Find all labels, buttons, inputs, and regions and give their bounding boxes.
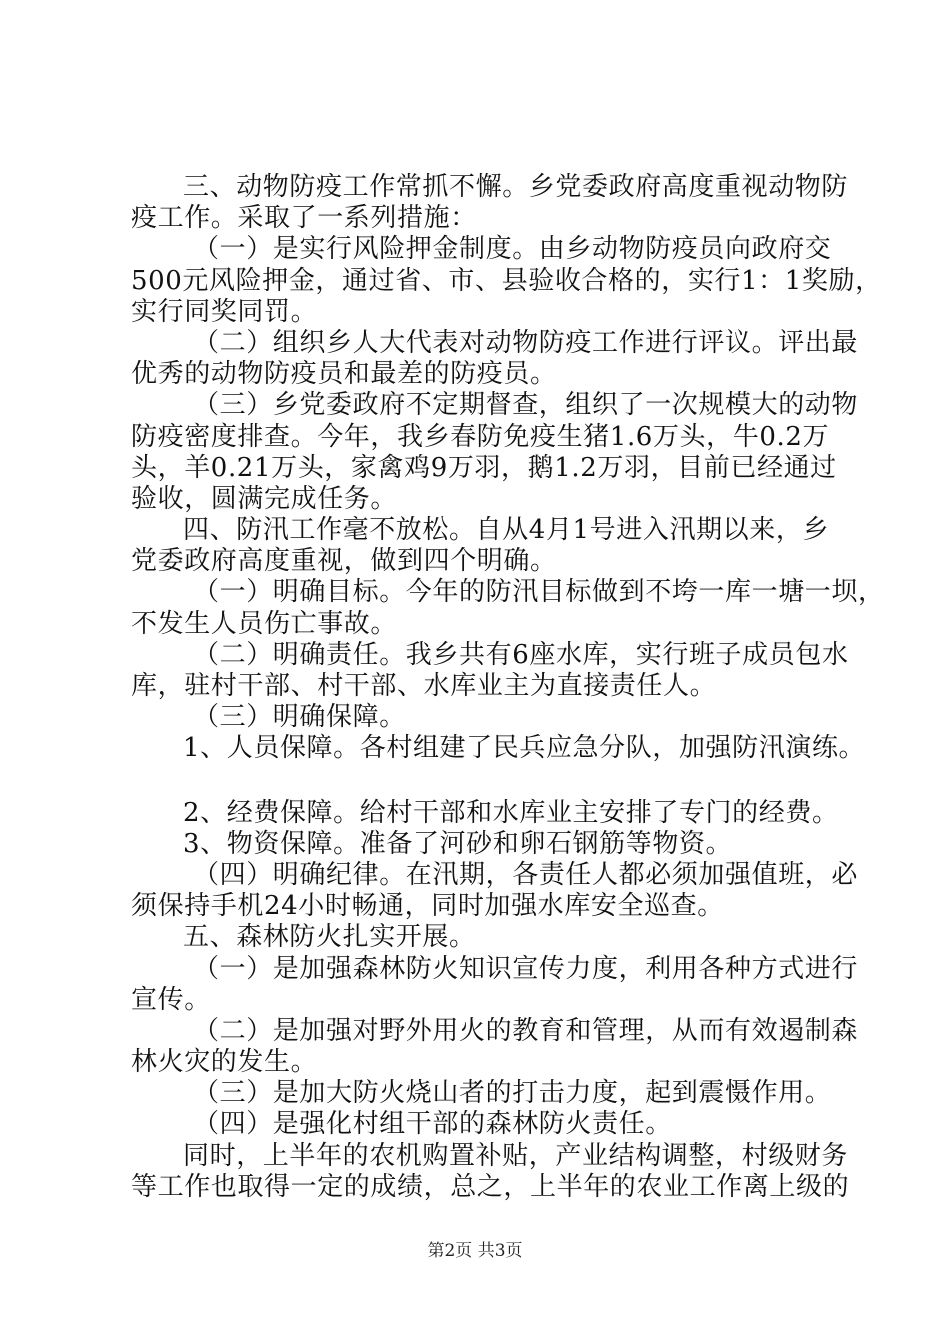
- paragraph-line: （三）是加大防火烧山者的打击力度，起到震慑作用。: [193, 1078, 832, 1109]
- paragraph-line: （二）组织乡人大代表对动物防疫工作进行评议。评出最: [193, 327, 859, 358]
- paragraph-line: 头，羊0.21万头，家禽鸡9万羽，鹅1.2万羽，目前已经通过: [131, 452, 837, 483]
- paragraph-line: 等工作也取得一定的成绩，总之，上半年的农业工作离上级的: [131, 1171, 850, 1202]
- paragraph-line: （一）是加强森林防火知识宣传力度，利用各种方式进行: [193, 953, 859, 984]
- paragraph-line: （四）明确纪律。在汛期，各责任人都必须加强值班，必: [193, 859, 859, 890]
- paragraph-line: 同时，上半年的农机购置补贴，产业结构调整，村级财务: [183, 1140, 849, 1171]
- paragraph-line: （一）明确目标。今年的防汛目标做到不垮一库一塘一坝，: [193, 577, 885, 608]
- paragraph-line: 2、经费保障。给村干部和水库业主安排了专门的经费。: [183, 797, 839, 828]
- paragraph-line: 3、物资保障。准备了河砂和卵石钢筋等物资。: [183, 828, 733, 859]
- paragraph-line: （三）乡党委政府不定期督查，组织了一次规模大的动物: [193, 390, 859, 421]
- blank-gap: [131, 765, 831, 798]
- paragraph-line: 须保持手机24小时畅通，同时加强水库安全巡查。: [131, 891, 724, 922]
- paragraph-line: 500元风险押金，通过省、市、县验收合格的，实行1：1奖励，: [131, 265, 882, 296]
- paragraph-line: 三、动物防疫工作常抓不懈。乡党委政府高度重视动物防: [183, 172, 849, 202]
- paragraph-line: 四、防汛工作毫不放松。自从4月1号进入汛期以来，乡: [183, 515, 830, 546]
- paragraph-line: （二）明确责任。我乡共有6座水库，实行班子成员包水: [193, 639, 849, 670]
- paragraph-line: 优秀的动物防疫员和最差的防疫员。: [131, 359, 557, 390]
- paragraph-line: 不发生人员伤亡事故。: [131, 608, 398, 639]
- page-footer: [0, 1241, 950, 1261]
- paragraph-line: 防疫密度排查。今年，我乡春防免疫生猪1.6万头，牛0.2万: [131, 421, 830, 452]
- paragraph-line: 林火灾的发生。: [131, 1047, 318, 1078]
- paragraph-line: 验收，圆满完成任务。: [131, 483, 398, 514]
- paragraph-line: （四）是强化村组干部的森林防火责任。: [193, 1109, 672, 1140]
- paragraph-line: 党委政府高度重视，做到四个明确。: [131, 546, 557, 577]
- paragraph-line: 库，驻村干部、村干部、水库业主为直接责任人。: [131, 671, 717, 701]
- paragraph-line: 五、森林防火扎实开展。: [183, 922, 476, 953]
- paragraph-line: （二）是加强对野外用火的教育和管理，从而有效遏制森: [193, 1015, 859, 1046]
- document-body: [131, 172, 885, 1203]
- page-number-label: 第2页 共3页: [427, 1241, 523, 1261]
- paragraph-line: 疫工作。采取了一系列措施：: [131, 203, 477, 234]
- paragraph-line: 实行同奖同罚。: [131, 296, 318, 327]
- paragraph-line: 宣传。: [131, 984, 211, 1015]
- paragraph-line: （三）明确保障。: [193, 702, 406, 733]
- paragraph-line: 1、人员保障。各村组建了民兵应急分队，加强防汛演练。: [183, 733, 866, 764]
- paragraph-line: （一）是实行风险押金制度。由乡动物防疫员向政府交: [193, 234, 832, 265]
